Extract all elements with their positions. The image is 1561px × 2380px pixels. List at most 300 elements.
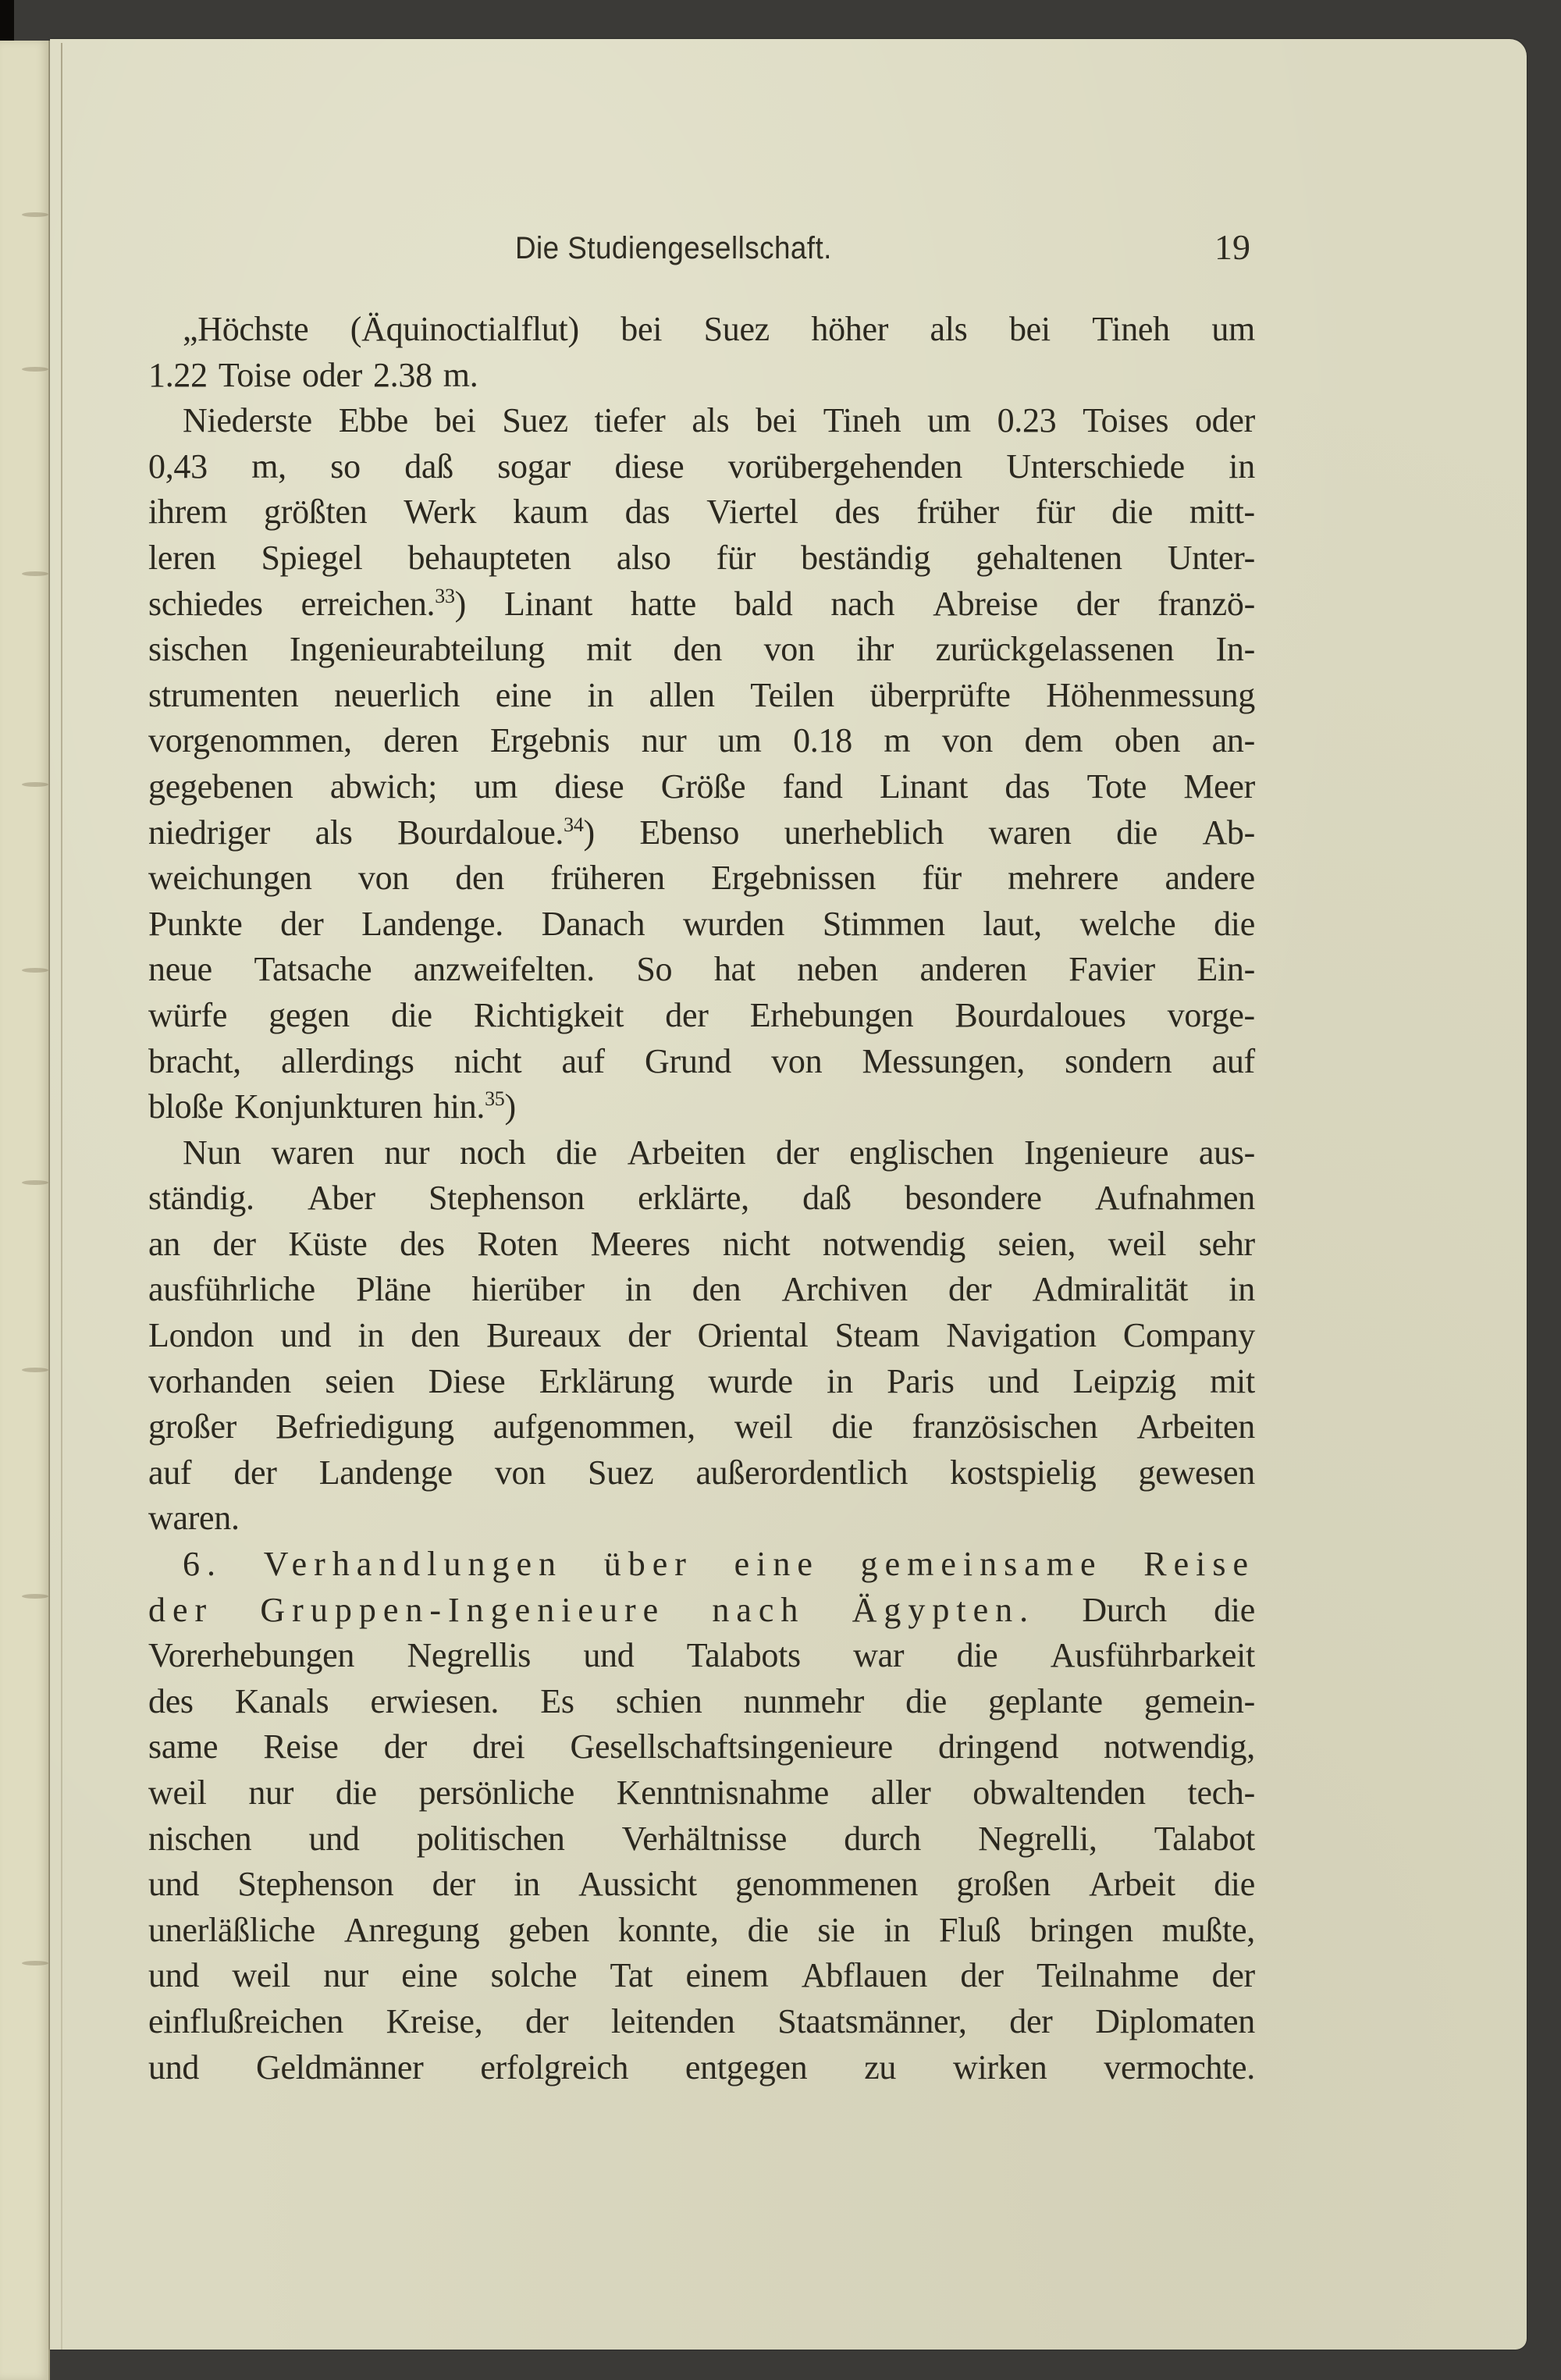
word: für — [716, 538, 756, 577]
word: diese — [554, 767, 624, 806]
word: und — [148, 2047, 200, 2087]
word: Reise — [1143, 1545, 1255, 1584]
word: aller — [870, 1773, 931, 1812]
word: und — [280, 1316, 332, 1355]
word: bei — [1008, 310, 1051, 348]
text-line — [148, 353, 1255, 399]
word: bei — [756, 401, 797, 440]
word: die — [556, 1133, 597, 1172]
word: Reise — [263, 1727, 339, 1766]
word: welche — [1079, 904, 1176, 943]
word: großer — [148, 1407, 237, 1446]
page-gutter-fold — [61, 43, 62, 2350]
previous-page-edge — [0, 41, 50, 2380]
word: an- — [1211, 721, 1255, 760]
word: 6. — [183, 1545, 222, 1584]
word: m, — [251, 446, 286, 486]
word: m — [884, 721, 911, 760]
word: vorge- — [1167, 995, 1255, 1034]
text-line — [148, 1633, 1255, 1679]
word: Arbeiten — [627, 1133, 746, 1172]
text-line — [148, 627, 1255, 673]
word: Suez — [703, 310, 770, 348]
word: „Höchste — [183, 310, 309, 348]
word: waren — [988, 813, 1072, 852]
word: nur — [384, 1133, 430, 1172]
word: Ein- — [1197, 950, 1255, 989]
word: und — [308, 1819, 360, 1858]
text-line — [148, 2045, 1255, 2091]
word: Ingenieurabteilung — [289, 630, 545, 669]
word: leitenden — [610, 2001, 735, 2040]
word: gegen — [268, 995, 350, 1034]
binding-mark — [22, 782, 48, 787]
word: oder — [1194, 401, 1255, 440]
word: Steam — [834, 1316, 920, 1355]
word: Diplomaten — [1095, 2001, 1255, 2040]
word: strumenten — [148, 675, 299, 714]
word: same — [148, 1727, 219, 1766]
word: Bourdaloues — [955, 995, 1126, 1034]
binding-mark — [22, 1961, 48, 1966]
word: Negrellis — [407, 1636, 532, 1675]
word: eine — [495, 675, 552, 714]
word: Abflauen — [801, 1956, 928, 1995]
word: also — [616, 538, 671, 577]
binding-mark — [22, 212, 48, 217]
word: der — [212, 1224, 256, 1263]
word: geplante — [988, 1681, 1103, 1720]
word: 0.18 — [793, 721, 852, 760]
word: als — [692, 401, 730, 440]
word: seien, — [997, 1224, 1076, 1263]
word: an — [148, 1224, 180, 1263]
word: der — [432, 1865, 475, 1904]
text-line — [148, 764, 1255, 810]
word: Oriental — [697, 1316, 809, 1355]
text-line — [148, 444, 1255, 490]
text-line — [148, 1816, 1255, 1862]
word: fand — [782, 767, 843, 806]
word: sogar — [497, 446, 571, 486]
word: neue — [148, 950, 212, 989]
word: in — [1229, 1270, 1255, 1309]
word: durch — [844, 1819, 921, 1858]
word: daß — [404, 446, 453, 486]
word: gemeinsame — [860, 1545, 1103, 1584]
word: überprüfte — [869, 675, 1011, 714]
word: gehaltenen — [976, 538, 1122, 577]
word: die — [1116, 813, 1157, 852]
text-line — [148, 1588, 1255, 1634]
word: von — [771, 1041, 823, 1080]
word: notwendig — [822, 1224, 965, 1263]
word: mit — [1210, 1361, 1255, 1400]
word: Negrelli, — [978, 1819, 1097, 1858]
word: Geldmänner — [255, 2047, 424, 2087]
word: Ergebnis — [489, 721, 610, 760]
text-line — [148, 810, 1255, 856]
word: Ägypten. — [852, 1590, 1036, 1629]
text-line — [148, 1084, 1255, 1130]
word: Unter- — [1167, 538, 1255, 577]
word: Stephenson — [428, 1179, 585, 1218]
word: zurückgelassenen — [935, 630, 1175, 669]
text-line — [148, 1908, 1255, 1954]
word: in — [514, 1865, 540, 1904]
word: nicht — [722, 1224, 791, 1263]
word: größten — [264, 493, 368, 532]
footnote-marker[interactable]: 34 — [564, 813, 584, 836]
word: um — [1211, 310, 1255, 348]
word: diese — [614, 446, 684, 486]
word: Spiegel — [261, 538, 363, 577]
word: aus- — [1198, 1133, 1255, 1172]
word: über — [603, 1545, 693, 1584]
word: bringen — [1029, 1910, 1133, 1949]
text-line — [148, 1176, 1255, 1222]
word: Meeres — [590, 1224, 691, 1263]
word: London — [148, 1316, 254, 1355]
word: weil — [148, 1773, 207, 1812]
word: 2.38 — [372, 355, 432, 394]
word: die — [1214, 904, 1255, 943]
word: Leipzig — [1072, 1361, 1176, 1400]
word: eine — [734, 1545, 820, 1584]
word: der — [1009, 2001, 1053, 2040]
word: für — [922, 859, 962, 898]
word: schiedes — [148, 584, 263, 623]
word: Archiven — [781, 1270, 908, 1309]
word: von — [941, 721, 993, 760]
word: des — [834, 493, 880, 532]
word: geben — [508, 1910, 589, 1949]
binding-mark — [22, 1180, 48, 1185]
word: Arbeit — [1089, 1865, 1175, 1904]
word: Bourdaloue.$^{34}$) — [397, 813, 595, 852]
word: vorhanden — [148, 1361, 292, 1400]
word: der — [524, 2001, 569, 2040]
word: höher — [811, 310, 889, 348]
word: nicht — [453, 1041, 522, 1080]
page-number: 19 — [1214, 227, 1250, 267]
word: hat — [713, 950, 756, 989]
word: nur — [641, 721, 687, 760]
word: Meer — [1183, 767, 1255, 806]
word: wirken — [953, 2047, 1047, 2087]
word: So — [636, 950, 673, 989]
word: Gruppen-Ingenieure — [260, 1590, 666, 1629]
word: Toise — [218, 355, 291, 394]
word: der — [148, 1590, 214, 1629]
text-line — [148, 1404, 1255, 1450]
word: Navigation — [946, 1316, 1097, 1355]
text-line — [148, 1724, 1255, 1770]
word: Küste — [288, 1224, 368, 1263]
word: gemein- — [1143, 1681, 1255, 1720]
word: Nun — [183, 1133, 241, 1172]
word: bei — [434, 401, 476, 440]
word: laut, — [983, 904, 1042, 943]
word: Tote — [1086, 767, 1147, 806]
text-line — [148, 1999, 1255, 2045]
word: der — [383, 1727, 428, 1766]
footnote-marker[interactable]: 35 — [485, 1087, 505, 1111]
word: Anregung — [343, 1910, 480, 1949]
word: Erhebungen — [749, 995, 914, 1034]
text-line — [148, 993, 1255, 1039]
word: den — [411, 1316, 460, 1355]
binding-mark — [22, 1594, 48, 1599]
word: weil — [734, 1407, 793, 1446]
word: Verhältnisse — [621, 1819, 788, 1858]
word: auf — [1211, 1041, 1255, 1080]
word: nach — [712, 1590, 805, 1629]
word: Toises — [1083, 401, 1169, 440]
word: der — [960, 1956, 1004, 1995]
word: Suez — [588, 1453, 654, 1492]
word: zu — [864, 2047, 897, 2087]
word: Gesellschaftsingenieure — [570, 1727, 893, 1766]
word: mehrere — [1008, 859, 1119, 898]
word: Abreise — [933, 584, 1038, 623]
word: kostspielig — [950, 1453, 1097, 1492]
word: besondere — [904, 1179, 1042, 1218]
text-line — [148, 582, 1255, 628]
word: Pläne — [356, 1270, 432, 1309]
word: mußte, — [1161, 1910, 1255, 1949]
word: unerheblich — [784, 813, 944, 852]
word: würfe — [148, 995, 228, 1034]
word: vermochte. — [1104, 2047, 1255, 2087]
word: für — [1035, 493, 1076, 532]
word: Viertel — [706, 493, 798, 532]
word: Tatsache — [254, 950, 372, 989]
word: Ab- — [1202, 813, 1255, 852]
word: weil — [1108, 1224, 1167, 1263]
word: mit — [586, 630, 632, 669]
word: die — [905, 1681, 947, 1720]
word: die — [956, 1636, 998, 1675]
word: Landenge — [318, 1453, 453, 1492]
word: der — [1211, 1956, 1255, 1995]
word: persönliche — [418, 1773, 574, 1812]
word: tiefer — [594, 401, 666, 440]
word: Konjunkturen — [234, 1087, 423, 1126]
word: politischen — [416, 1819, 565, 1858]
word: früher — [916, 493, 999, 532]
word: der — [776, 1133, 820, 1172]
word: in — [827, 1361, 853, 1400]
word: kaum — [513, 493, 588, 532]
word: Stimmen — [822, 904, 945, 943]
word: nischen — [148, 1819, 252, 1858]
word: Punkte — [148, 904, 243, 943]
word: der — [628, 1316, 671, 1355]
word: bloße — [148, 1087, 224, 1126]
word: Unterschiede — [1006, 446, 1185, 486]
word: das — [1005, 767, 1051, 806]
running-head-title: Die Studiengesellschaft. — [515, 231, 832, 265]
text-line — [148, 307, 1255, 353]
word: der — [1076, 584, 1120, 623]
word: wurde — [708, 1361, 793, 1400]
text-line — [148, 1039, 1255, 1085]
word: Werk — [404, 493, 477, 532]
word: Admiralität — [1032, 1270, 1189, 1309]
word: in — [1229, 446, 1255, 486]
text-line — [148, 398, 1255, 444]
word: so — [330, 446, 361, 486]
word: neben — [797, 950, 878, 989]
word: hin.$^{35}$) — [433, 1087, 516, 1126]
word: das — [624, 493, 670, 532]
footnote-marker[interactable]: 33 — [435, 584, 455, 607]
scan-background-corner — [0, 0, 14, 41]
word: den — [455, 859, 504, 898]
text-line — [148, 1222, 1255, 1268]
word: in — [884, 1910, 910, 1949]
word: Aussicht — [578, 1865, 697, 1904]
word: in — [357, 1316, 385, 1355]
word: bei — [620, 310, 663, 348]
word: Linant — [879, 767, 969, 806]
word: Bureaux — [486, 1316, 602, 1355]
word: Kreise, — [386, 2001, 483, 2040]
word: sehr — [1198, 1224, 1255, 1263]
word: neuerlich — [334, 675, 460, 714]
word: Paris — [887, 1361, 955, 1400]
word: von — [357, 859, 409, 898]
word: oben — [1114, 721, 1181, 760]
word: um — [927, 401, 971, 440]
word: die — [390, 995, 432, 1034]
word: 0.23 — [997, 401, 1057, 440]
word: waren. — [148, 1499, 240, 1538]
word: die — [1111, 493, 1153, 532]
text-line — [148, 489, 1255, 535]
text-line — [148, 1130, 1255, 1176]
text-line — [148, 1267, 1255, 1313]
word: Landenge. — [361, 904, 503, 943]
word: dem — [1024, 721, 1083, 760]
word: Größe — [660, 767, 746, 806]
word: der — [233, 1453, 277, 1492]
text-line — [148, 1679, 1255, 1725]
word: Aber — [307, 1179, 375, 1218]
word: die — [1214, 1865, 1255, 1904]
word: Tineh — [1092, 310, 1170, 348]
word: leren — [148, 538, 216, 577]
word: entgegen — [684, 2047, 808, 2087]
word: französischen — [912, 1407, 1098, 1446]
word: um — [474, 767, 518, 806]
word: weil — [232, 1956, 290, 1995]
text-line — [148, 1496, 1255, 1542]
word: Suez — [502, 401, 568, 440]
text-line — [148, 1770, 1255, 1816]
word: Richtigkeit — [473, 995, 624, 1034]
word: Danach — [541, 904, 645, 943]
word: waren — [271, 1133, 354, 1172]
word: In- — [1215, 630, 1255, 669]
word: franzö- — [1157, 584, 1255, 623]
word: Grund — [645, 1041, 731, 1080]
word: Teilen — [750, 675, 834, 714]
word: obwaltenden — [973, 1773, 1146, 1812]
word: großen — [956, 1865, 1051, 1904]
word: einflußreichen — [148, 2001, 343, 2040]
word: außerordentlich — [695, 1453, 909, 1492]
word: abwich; — [329, 767, 437, 806]
word: tech- — [1187, 1773, 1255, 1812]
word: die — [1214, 1590, 1255, 1629]
word: seien — [325, 1361, 395, 1400]
word: der — [280, 904, 324, 943]
word: Vorerhebungen — [148, 1636, 355, 1675]
word: weichungen — [148, 859, 312, 898]
word: schien — [615, 1681, 702, 1720]
word: des — [148, 1681, 194, 1720]
word: nur — [323, 1956, 368, 1995]
word: früheren — [550, 859, 665, 898]
word: auf — [561, 1041, 605, 1080]
word: der — [948, 1270, 992, 1309]
word: Kenntnisnahme — [616, 1773, 830, 1812]
word: Fluß — [938, 1910, 1001, 1949]
word: daß — [802, 1179, 852, 1218]
word: erreichen.$^{33}$) — [300, 584, 467, 623]
word: erklärte, — [638, 1179, 749, 1218]
word: Höhenmessung — [1046, 675, 1255, 714]
text-line — [148, 1313, 1255, 1359]
word: und — [988, 1361, 1040, 1400]
word: um — [717, 721, 762, 760]
text-line — [148, 947, 1255, 993]
word: eine — [401, 1956, 458, 1995]
word: mitt- — [1189, 493, 1255, 532]
word: Ausführbarkeit — [1050, 1636, 1255, 1675]
word: deren — [383, 721, 459, 760]
word: ausführliche — [148, 1270, 315, 1309]
word: die — [335, 1773, 377, 1812]
word: erwiesen. — [370, 1681, 500, 1720]
word: gewesen — [1138, 1453, 1255, 1492]
word: andere — [1165, 859, 1255, 898]
word: auf — [148, 1453, 192, 1492]
text-line — [148, 673, 1255, 719]
word: nur — [248, 1773, 294, 1812]
word: genommenen — [735, 1865, 919, 1904]
text-line — [148, 856, 1255, 902]
word: Verhandlungen — [263, 1545, 564, 1584]
word: hatte — [630, 584, 696, 623]
text-line — [148, 1953, 1255, 1999]
word: konnte, — [617, 1910, 719, 1949]
word: ihr — [856, 630, 894, 669]
text-line — [148, 902, 1255, 948]
text-line — [148, 1450, 1255, 1496]
word: 0,43 — [148, 446, 208, 486]
word: als — [315, 813, 353, 852]
text-line — [148, 535, 1255, 582]
word: des — [400, 1224, 445, 1263]
word: nach — [830, 584, 895, 623]
word: der — [665, 995, 709, 1034]
word: Linant — [503, 584, 592, 623]
word: behaupteten — [407, 538, 571, 577]
word: Erklärung — [539, 1361, 674, 1400]
